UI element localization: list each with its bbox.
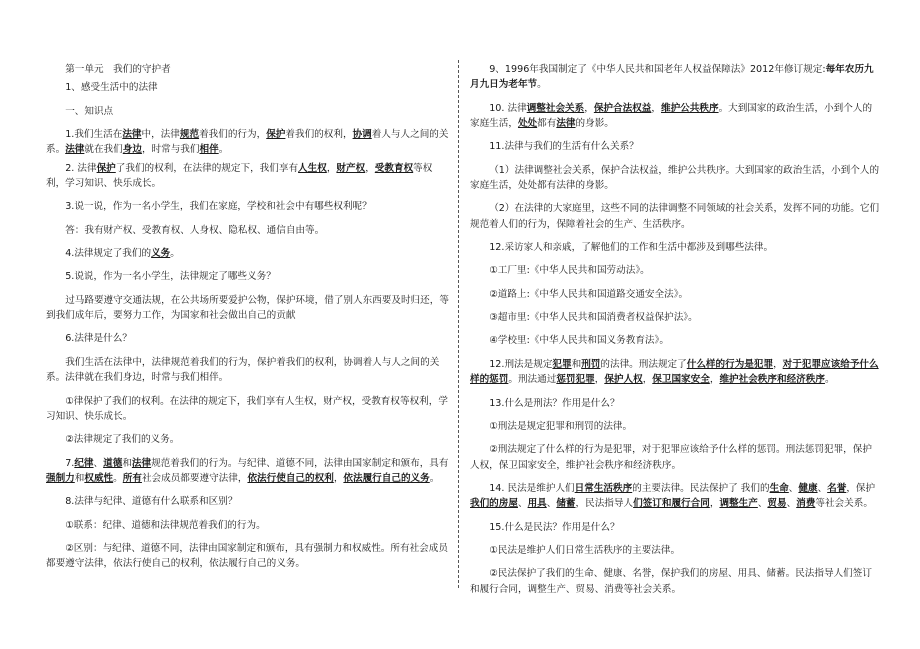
paragraph [470,357,880,388]
text-run: 和 [571,358,582,370]
paragraph [46,223,450,238]
text-run: 。 [429,472,440,484]
text-run: （2）在法律的大家庭里，这些不同的法律调整不同领域的社会关系，发挥不同的功能。它们规范着人们的行为，保障着社会的生产、生活秩序。 [470,203,880,230]
text-run: ，保护 [846,482,876,494]
underlined-term: 强制力 [46,472,75,484]
underlined-term: 名誉 [827,482,847,494]
text-run: 。 [537,79,547,91]
text-run: 。 [170,248,180,260]
text-run: 等社会关系。 [815,498,873,510]
paragraph [470,566,880,597]
text-run: 6.法律是什么？ [65,333,132,345]
text-run: ①工厂里:《中华人民共和国劳动法》。 [489,265,650,277]
text-run: 5.说说，作为一名小学生，法律规定了哪些义务？ [65,271,276,283]
text-run: ②法律规定了我们的义务。 [65,434,180,446]
underlined-term: 调整生产 [719,498,758,510]
underlined-term: 身边 [122,144,142,156]
text-run: ， [651,102,661,114]
text-run: ③超市里:《中华人民共和国消费者权益保护法》。 [489,312,698,324]
column-divider [458,60,459,588]
paragraph [46,518,450,533]
text-run: 、 [93,457,104,469]
underlined-term: 什么样的行为是犯罪 [686,358,774,370]
text-run: ④学校里:《中华人民共和国义务教育法》。 [489,335,669,347]
underlined-term: 义务 [151,248,171,260]
paragraph [470,62,880,93]
underlined-term: 惩罚犯罪 [556,374,595,386]
underlined-term: 用具 [527,498,547,510]
paragraph [470,333,880,348]
paragraph [46,355,450,386]
text-run: 、 [546,498,557,510]
text-run: ， [333,472,344,484]
underlined-term: 依法履行自己的义务 [343,472,430,484]
text-run: 。 [113,472,123,484]
text-run: 都有 [537,118,557,130]
text-run: 。刑法通过 [508,374,557,386]
text-run: 和 [122,457,132,469]
text-run: 中，法律 [141,129,180,141]
text-run: 8.法律与纪律、道德有什么联系和区别？ [65,496,238,508]
paragraph [46,104,450,119]
paragraph [470,442,880,473]
paragraph [46,199,450,214]
left-column [46,62,450,580]
text-run: ， [773,358,783,370]
text-run: 等权利，学习知识、快乐成长。 [46,162,433,190]
underlined-term: 法律 [65,144,85,156]
underlined-term: 道德 [103,457,123,469]
text-run: 1.我们生活在 [65,129,123,141]
text-run: ①联系：纪律、道德和法律规范着我们的行为。 [65,519,266,531]
text-run: ②民法保护了我们的生命、健康、名誉，保护我们的房屋、用具、储蓄。民法指导人们签订和履行合同，调整生产、贸易、消费等社会关系。 [470,568,872,595]
underlined-term: 对于犯罪应该给予什么样的惩罚 [470,358,879,386]
text-run: ，时常与我们 [141,144,200,156]
underlined-term: 我们的房屋 [470,498,518,510]
text-run: 、 [517,498,528,510]
paragraph [46,269,450,284]
text-run: ， [709,374,720,386]
underlined-term: 处处 [517,118,538,130]
text-run: 7. [65,457,75,469]
text-run: ①民法是维护人们日常生活秩序的主要法律。 [489,544,681,556]
text-run: 10. 法律 [489,102,527,114]
text-run: 13.什么是刑法？作用是什么？ [489,397,620,409]
paragraph [46,161,450,192]
underlined-term: 储蓄 [556,498,576,510]
underlined-term: 维护公共秩序 [661,102,719,114]
text-run: 12.刑法是规定 [489,358,553,370]
text-run: ， [594,374,605,386]
text-run: 着我们的权利， [285,129,353,141]
paragraph [46,432,450,447]
paragraph [470,139,880,154]
underlined-term: 法律 [122,129,142,141]
paragraph [46,541,450,572]
paragraph [470,481,880,512]
paragraph [470,101,880,132]
text-run: 着人与人之间的关系。 [46,129,449,156]
text-run: 答：我有财产权、受教育权、人身权、隐私权、通信自由等。 [65,224,325,236]
underlined-term: 财产权 [336,162,366,174]
text-run: 社会成员都要遵守法律， [141,472,248,484]
right-column [470,62,880,605]
text-run: ②刑法规定了什么样的行为是犯罪，对于犯罪应该给予什么样的惩罚。刑法惩罚犯罪，保护人权，保卫国家安全，维护社会秩序和经济秩序。 [470,444,872,471]
underlined-term: 纪律 [74,457,94,469]
underlined-term: 法律 [556,118,576,130]
text-run: 。 [218,144,229,156]
paragraph [470,263,880,278]
paragraph [470,201,880,232]
text-run: （1）法律调整社会关系，保护合法权益，维护公共秩序。大到国家的政治生活，小到个人的家庭生活，处处都有法律的身影。 [470,164,880,192]
underlined-term: 维护社会秩序和经济秩序 [719,374,825,386]
text-run: ②区别：与纪律、道德不同，法律由国家制定和颁布，具有强制力和权威性。所有社会成员都要遵守法律，依法行使自己的权利，依法履行自己的义务。 [46,542,448,570]
paragraph [46,494,450,509]
paragraph [46,62,450,77]
text-run: 3.说一说，作为一名小学生，我们在家庭，学校和社会中有哪些权利呢？ [65,201,372,213]
underlined-term: 健康 [798,482,818,494]
underlined-term: 调整社会关系 [526,102,585,114]
underlined-term: 犯罪 [552,358,572,370]
paragraph [470,240,880,255]
paragraph [470,520,880,535]
underlined-term: 生命 [769,482,789,494]
underlined-term: 消费 [796,498,816,510]
text-run: 规范着我们的行为。与纪律、道德不同，法律由国家制定和颁布，具有 [151,457,449,469]
text-run: 着我们的行为， [199,129,267,141]
text-run: 4.法律规定了我们的 [65,248,152,260]
paragraph [470,419,880,434]
underlined-term: 规范 [179,129,200,141]
text-run: 、 [757,498,768,510]
paragraph [46,246,450,261]
text-run: 一、知识点 [65,105,114,117]
underlined-term: 保护合法权益 [593,102,652,114]
text-run: 15.什么是民法？作用是什么？ [489,521,620,533]
underlined-term: 权威性 [84,472,114,484]
text-run: 14. 民法是维护人们 [489,482,575,494]
text-run: 我们生活在法律中，法律规范着我们的行为，保护着我们的权利，协调着人与人之间的关系。法律就在我们身边，时常与我们相伴。 [46,356,440,384]
paragraph [46,80,450,95]
text-run: ， [709,498,720,510]
text-run: 和 [74,472,85,484]
text-run: 。 [824,374,835,386]
text-run: ②道路上:《中华人民共和国道路交通安全法》。 [489,288,689,300]
underlined-term: 法律 [131,457,152,469]
underlined-term: 受教育权 [374,162,414,174]
bold-text: 每年农历九月九日为老年节 [470,64,874,91]
text-run: 1、感受生活中的法律 [65,82,158,94]
text-run: 过马路要遵守交通法规，在公共场所要爱护公物，保护环境，借了别人东西要及时归还，等到我们成年后，要努力工作，为国家和社会做出自己的贡献 [46,294,449,322]
underlined-term: 依法行使自己的权利 [247,472,334,484]
text-run: 、 [788,482,799,494]
paragraph [470,287,880,302]
text-run: 的主要法律。民法保护了 我们的 [632,482,770,494]
text-run: ， [365,162,375,174]
underlined-term: 所有 [122,472,142,484]
text-run: 12.采访家人和亲戚，了解他们的工作和生活中都涉及到哪些法律。 [489,242,774,254]
underlined-term: 日常生活秩序 [574,482,633,494]
underlined-term: 相伴 [199,144,219,156]
paragraph [46,456,450,487]
underlined-term: 保卫国家安全 [652,374,710,386]
text-run: 就在我们 [84,144,123,156]
text-run: 9、1996年我国制定了《中华人民共和国老年人权益保障法》2012年修订规定: [489,64,826,75]
underlined-term: 保护 [96,162,116,174]
text-run: ， [642,374,653,386]
underlined-term: 保护 [266,129,286,141]
underlined-term: 保护人权 [604,374,643,386]
paragraph [470,163,880,194]
paragraph [46,394,450,425]
underlined-term: 们签订和履行合同 [633,498,710,510]
text-run: 的身影。 [575,118,614,130]
paragraph [46,331,450,346]
underlined-term: 刑罚 [581,358,601,370]
paragraph [470,396,880,411]
text-run: 、 [817,482,828,494]
text-run: 的法律。刑法规定了 [600,358,687,370]
paragraph [470,310,880,325]
paragraph [46,127,450,158]
paragraph [46,293,450,324]
paragraph [470,543,880,558]
text-run: 、 [786,498,797,510]
underlined-term: 协调 [352,129,372,141]
text-run: 11.法律与我们的生活有什么关系？ [489,141,639,153]
text-run: ， [326,162,337,174]
text-run: ①律保护了我们的权利。在法律的规定下，我们享有人生权，财产权，受教育权等权利，学习知识、快乐成长。 [46,395,448,422]
underlined-term: 人生权 [298,162,327,174]
text-run: ， [584,102,594,114]
text-run: 第一单元 我们的守护者 [65,64,171,75]
underlined-term: 贸易 [767,498,787,510]
text-run: 2. 法律 [65,162,97,174]
text-run: ①刑法是规定犯罪和刑罚的法律。 [489,420,633,432]
text-run: 了我们的权利，在法律的规定下，我们享有 [115,162,299,174]
text-run: 。大到国家的政治生活，小到个人的家庭生活， [470,102,873,130]
text-run: ，民法指导人 [575,498,634,510]
